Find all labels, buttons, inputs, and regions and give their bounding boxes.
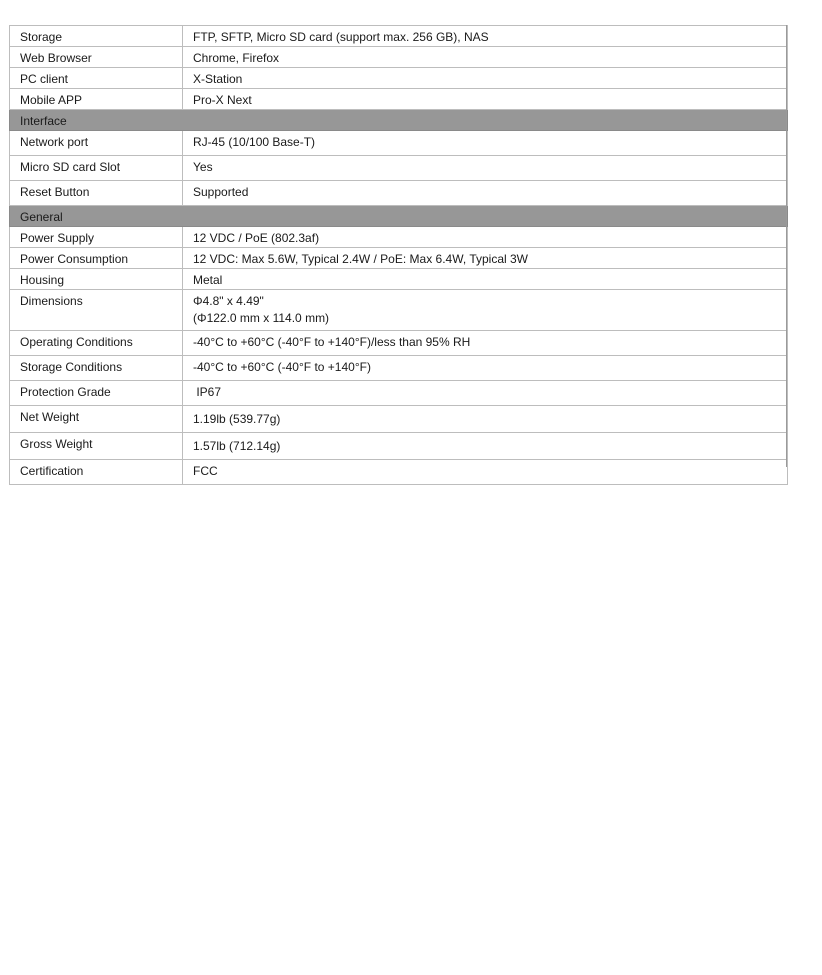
dimensions-imperial: Φ4.8" x 4.49" (193, 294, 264, 308)
spec-value: FTP, SFTP, Micro SD card (support max. 256 GB), NAS (183, 26, 788, 47)
spec-table (9, 25, 788, 485)
table-row (10, 156, 788, 181)
spec-label: Storage Conditions (10, 356, 183, 381)
table-row (10, 248, 788, 269)
spec-label: Web Browser (10, 47, 183, 68)
section-header-general: General (10, 206, 788, 227)
section-header-row (10, 206, 788, 227)
table-row (10, 89, 788, 110)
table-row (10, 227, 788, 248)
spec-value: 1.19lb (539.77g) (183, 406, 788, 433)
table-row (10, 460, 788, 485)
section-header-row (10, 110, 788, 131)
spec-value: Supported (183, 181, 788, 206)
spec-label: Dimensions (10, 290, 183, 331)
spec-value: Yes (183, 156, 788, 181)
spec-label: Micro SD card Slot (10, 156, 183, 181)
spec-value: Metal (183, 269, 788, 290)
table-row (10, 181, 788, 206)
spec-label: Mobile APP (10, 89, 183, 110)
spec-value: IP67 (183, 381, 788, 406)
table-row (10, 47, 788, 68)
spec-label: Net Weight (10, 406, 183, 433)
table-row (10, 406, 788, 433)
spec-value (183, 290, 788, 331)
spec-label: Operating Conditions (10, 331, 183, 356)
section-header-interface: Interface (10, 110, 788, 131)
spec-label: Gross Weight (10, 433, 183, 460)
spec-value: Pro-X Next (183, 89, 788, 110)
spec-value: 1.57lb (712.14g) (183, 433, 788, 460)
table-right-edge (786, 25, 787, 467)
dimensions-metric: (Φ122.0 mm x 114.0 mm) (193, 311, 330, 325)
spec-label: Power Consumption (10, 248, 183, 269)
table-row (10, 381, 788, 406)
table-row (10, 290, 788, 331)
spec-value: Chrome, Firefox (183, 47, 788, 68)
spec-label: PC client (10, 68, 183, 89)
spec-value: X-Station (183, 68, 788, 89)
spec-value: -40°C to +60°C (-40°F to +140°F)/less than 95% RH (183, 331, 788, 356)
table-row (10, 68, 788, 89)
table-row (10, 26, 788, 47)
spec-value: -40°C to +60°C (-40°F to +140°F) (183, 356, 788, 381)
spec-label: Protection Grade (10, 381, 183, 406)
table-row (10, 356, 788, 381)
table-row (10, 269, 788, 290)
spec-label: Housing (10, 269, 183, 290)
spec-label: Reset Button (10, 181, 183, 206)
spec-label: Power Supply (10, 227, 183, 248)
spec-value: 12 VDC: Max 5.6W, Typical 2.4W / PoE: Max 6.4W, Typical 3W (183, 248, 788, 269)
spec-value: FCC (183, 460, 788, 485)
spec-value: RJ-45 (10/100 Base-T) (183, 131, 788, 156)
spec-label: Certification (10, 460, 183, 485)
table-row (10, 331, 788, 356)
spec-label: Network port (10, 131, 183, 156)
table-row (10, 131, 788, 156)
spec-label: Storage (10, 26, 183, 47)
table-row (10, 433, 788, 460)
spec-value: 12 VDC / PoE (802.3af) (183, 227, 788, 248)
